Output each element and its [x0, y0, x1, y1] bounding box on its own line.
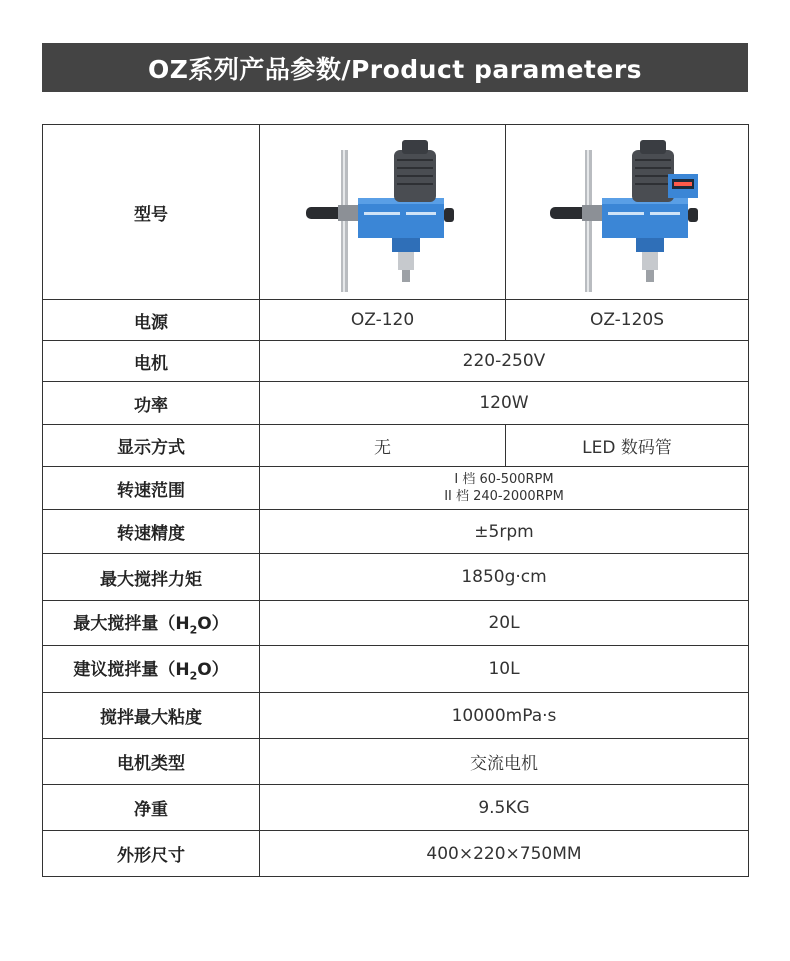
row-label: 搅拌最大粘度: [43, 693, 260, 739]
row-label: 电机: [43, 341, 260, 382]
speed-range-line: I 档 60-500RPM: [454, 472, 554, 487]
table-row: [43, 739, 749, 785]
row-value: 20L: [260, 601, 749, 646]
row-value: 无: [260, 425, 506, 467]
table-row-model: [43, 125, 749, 300]
table-row: [43, 554, 749, 601]
row-value: 9.5KG: [260, 785, 749, 831]
row-value: 220-250V: [260, 341, 749, 382]
row-value: OZ-120S: [506, 300, 749, 341]
table-row: [43, 785, 749, 831]
table-row: [43, 425, 749, 467]
spec-table: [42, 124, 749, 877]
product-image-oz-120: [260, 125, 506, 300]
row-value: 10000mPa·s: [260, 693, 749, 739]
table-row: [43, 467, 749, 510]
row-label: 电机类型: [43, 739, 260, 785]
row-value: 120W: [260, 382, 749, 425]
row-value: OZ-120: [260, 300, 506, 341]
row-label: 外形尺寸: [43, 831, 260, 877]
row-label: 转速精度: [43, 510, 260, 554]
overhead-stirrer-image: [298, 132, 468, 292]
page-title-banner: [42, 43, 748, 92]
row-value: 400×220×750MM: [260, 831, 749, 877]
row-value: 交流电机: [260, 739, 749, 785]
row-value: ±5rpm: [260, 510, 749, 554]
product-image-oz-120s: [506, 125, 749, 300]
row-label: 电源: [43, 300, 260, 341]
row-label: 建议搅拌量$(H_2O)$: [43, 646, 260, 693]
row-label: 显示方式: [43, 425, 260, 467]
overhead-stirrer-image: [542, 132, 712, 292]
row-label-model: 型号: [43, 125, 260, 300]
row-label: 净重: [43, 785, 260, 831]
page-title: OZ系列产品参数/Product parameters: [147, 54, 643, 84]
table-row: [43, 382, 749, 425]
speed-range-line: II 档 240-2000RPM: [444, 489, 564, 504]
table-row: [43, 300, 749, 341]
row-value: LED 数码管: [506, 425, 749, 467]
row-label: 转速范围: [43, 467, 260, 510]
row-label: 最大搅拌力矩: [43, 554, 260, 601]
row-value: 1850g·cm: [260, 554, 749, 601]
table-row: [43, 646, 749, 693]
table-row: [43, 510, 749, 554]
row-label: 功率: [43, 382, 260, 425]
row-label: 最大搅拌量$(H_2O)$: [43, 601, 260, 646]
table-row: [43, 693, 749, 739]
row-value: [260, 467, 749, 510]
table-row: [43, 831, 749, 877]
table-row: [43, 601, 749, 646]
table-row: [43, 341, 749, 382]
row-value: 10L: [260, 646, 749, 693]
